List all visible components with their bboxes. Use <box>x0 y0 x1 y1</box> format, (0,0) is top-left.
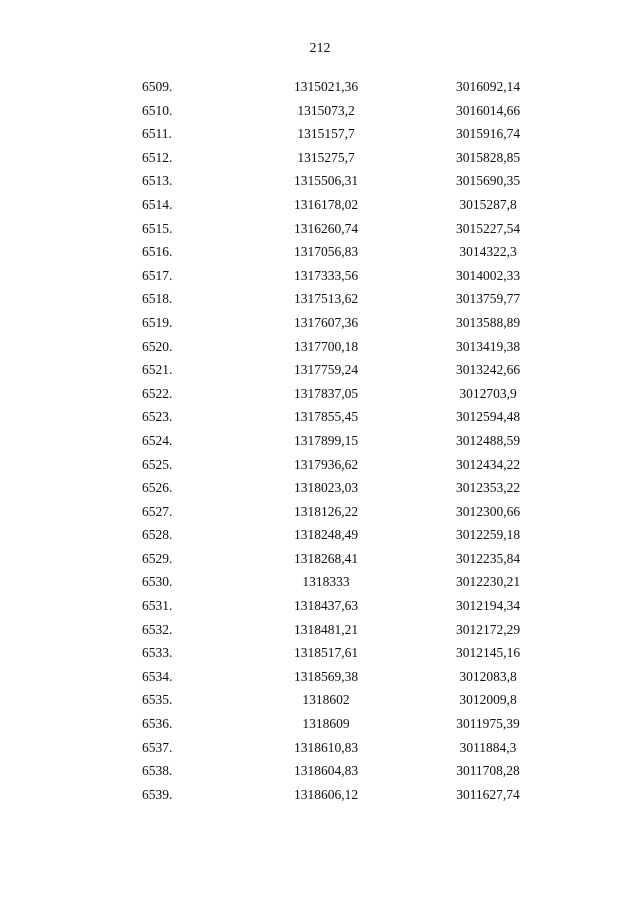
table-row <box>0 688 640 712</box>
point-number: 6527. <box>142 503 173 519</box>
coordinate-x: 1317855,45 <box>293 409 359 425</box>
coordinate-table <box>0 75 640 806</box>
point-number: 6519. <box>142 314 173 330</box>
point-number: 6510. <box>142 102 173 118</box>
coordinate-x: 1317899,15 <box>293 432 359 448</box>
coordinate-y: 3012594,48 <box>455 409 521 425</box>
table-row <box>0 429 640 453</box>
coordinate-x: 1315157,7 <box>297 126 355 142</box>
coordinate-y: 3012172,29 <box>455 621 521 637</box>
coordinate-x: 1317936,62 <box>293 456 359 472</box>
coordinate-x: 1318602 <box>302 692 350 708</box>
point-number: 6516. <box>142 244 173 260</box>
coordinate-y: 3012230,21 <box>455 574 521 590</box>
coordinate-y: 3013419,38 <box>455 338 521 354</box>
point-number: 6529. <box>142 550 173 566</box>
point-number: 6523. <box>142 409 173 425</box>
coordinate-x: 1317700,18 <box>293 338 359 354</box>
point-number: 6539. <box>142 786 173 802</box>
table-row <box>0 382 640 406</box>
coordinate-x: 1315275,7 <box>297 149 355 165</box>
point-number: 6533. <box>142 645 173 661</box>
coordinate-y: 3011975,39 <box>456 716 520 732</box>
table-row <box>0 594 640 618</box>
coordinate-x: 1318023,03 <box>293 480 359 496</box>
table-row <box>0 335 640 359</box>
point-number: 6517. <box>142 267 173 283</box>
coordinate-x: 1318609 <box>302 716 350 732</box>
table-row <box>0 641 640 665</box>
coordinate-x: 1318248,49 <box>293 527 359 543</box>
table-row <box>0 169 640 193</box>
table-row <box>0 311 640 335</box>
point-number: 6535. <box>142 692 173 708</box>
coordinate-x: 1315073,2 <box>297 102 355 118</box>
table-row <box>0 75 640 99</box>
coordinate-y: 3015287,8 <box>459 196 517 212</box>
coordinate-y: 3012353,22 <box>455 480 521 496</box>
coordinate-y: 3012235,84 <box>455 550 521 566</box>
point-number: 6526. <box>142 480 173 496</box>
point-number: 6520. <box>142 338 173 354</box>
coordinate-y: 3011627,74 <box>456 786 520 802</box>
table-row <box>0 712 640 736</box>
coordinate-x: 1317837,05 <box>293 385 359 401</box>
point-number: 6521. <box>142 362 173 378</box>
coordinate-y: 3015916,74 <box>455 126 521 142</box>
coordinate-x: 1318126,22 <box>293 503 359 519</box>
coordinate-y: 3013759,77 <box>455 291 521 307</box>
point-number: 6509. <box>142 79 173 94</box>
coordinate-y: 3012488,59 <box>455 432 521 448</box>
point-number: 6515. <box>142 220 173 236</box>
coordinate-x: 1316178,02 <box>293 196 359 212</box>
coordinate-y: 3016092,14 <box>455 79 521 94</box>
point-number: 6518. <box>142 291 173 307</box>
coordinate-x: 1318569,38 <box>293 668 359 684</box>
coordinate-y: 3012083,8 <box>459 668 517 684</box>
coordinate-x: 1318437,63 <box>293 598 359 614</box>
point-number: 6514. <box>142 196 173 212</box>
coordinate-y: 3012194,34 <box>455 598 521 614</box>
table-row <box>0 193 640 217</box>
coordinate-x: 1318268,41 <box>293 550 359 566</box>
point-number: 6536. <box>142 716 173 732</box>
coordinate-x: 1317056,83 <box>293 244 359 260</box>
table-row <box>0 783 640 807</box>
table-row <box>0 665 640 689</box>
coordinate-x: 1318606,12 <box>293 786 359 802</box>
table-row <box>0 476 640 500</box>
point-number: 6524. <box>142 432 173 448</box>
point-number: 6538. <box>142 763 173 779</box>
point-number: 6512. <box>142 149 173 165</box>
coordinate-y: 3013242,66 <box>455 362 521 378</box>
coordinate-x: 1316260,74 <box>293 220 359 236</box>
coordinate-x: 1318517,61 <box>293 645 359 661</box>
table-row <box>0 240 640 264</box>
point-number: 6511. <box>142 126 172 142</box>
point-number: 6522. <box>142 385 173 401</box>
point-number: 6537. <box>142 739 173 755</box>
table-row <box>0 500 640 524</box>
table-row <box>0 523 640 547</box>
coordinate-x: 1317759,24 <box>293 362 359 378</box>
coordinate-y: 3012009,8 <box>459 692 517 708</box>
coordinate-x: 1317607,36 <box>293 314 359 330</box>
table-row <box>0 146 640 170</box>
point-number: 6530. <box>142 574 173 590</box>
point-number: 6525. <box>142 456 173 472</box>
coordinate-x: 1318610,83 <box>293 739 359 755</box>
point-number: 6534. <box>142 668 173 684</box>
point-number: 6532. <box>142 621 173 637</box>
coordinate-y: 3014322,3 <box>459 244 517 260</box>
point-number: 6513. <box>142 173 173 189</box>
coordinate-x: 1315506,31 <box>293 173 359 189</box>
table-row <box>0 358 640 382</box>
table-row <box>0 736 640 760</box>
table-row <box>0 405 640 429</box>
coordinate-y: 3012434,22 <box>455 456 521 472</box>
coordinate-x: 1315021,36 <box>293 79 359 94</box>
coordinate-y: 3015227,54 <box>455 220 521 236</box>
coordinate-y: 3012300,66 <box>455 503 521 519</box>
coordinate-y: 3012259,18 <box>455 527 521 543</box>
table-row <box>0 99 640 123</box>
table-row <box>0 759 640 783</box>
point-number: 6528. <box>142 527 173 543</box>
table-row <box>0 547 640 571</box>
coordinate-y: 3015828,85 <box>455 149 521 165</box>
coordinate-y: 3011708,28 <box>456 763 520 779</box>
coordinate-y: 3012703,9 <box>459 385 517 401</box>
table-row <box>0 287 640 311</box>
point-number: 6531. <box>142 598 173 614</box>
coordinate-x: 1318481,21 <box>293 621 359 637</box>
table-row <box>0 122 640 146</box>
coordinate-y: 3015690,35 <box>455 173 521 189</box>
table-row <box>0 570 640 594</box>
table-row <box>0 453 640 477</box>
coordinate-y: 3011884,3 <box>459 739 517 755</box>
table-row <box>0 264 640 288</box>
coordinate-y: 3016014,66 <box>455 102 521 118</box>
page-number: 212 <box>309 41 331 56</box>
coordinate-x: 1317513,62 <box>293 291 359 307</box>
coordinate-x: 1318333 <box>302 574 350 590</box>
table-row <box>0 217 640 241</box>
coordinate-y: 3013588,89 <box>455 314 521 330</box>
coordinate-y: 3012145,16 <box>455 645 521 661</box>
coordinate-x: 1318604,83 <box>293 763 359 779</box>
coordinate-y: 3014002,33 <box>455 267 521 283</box>
table-row <box>0 618 640 642</box>
coordinate-x: 1317333,56 <box>293 267 359 283</box>
